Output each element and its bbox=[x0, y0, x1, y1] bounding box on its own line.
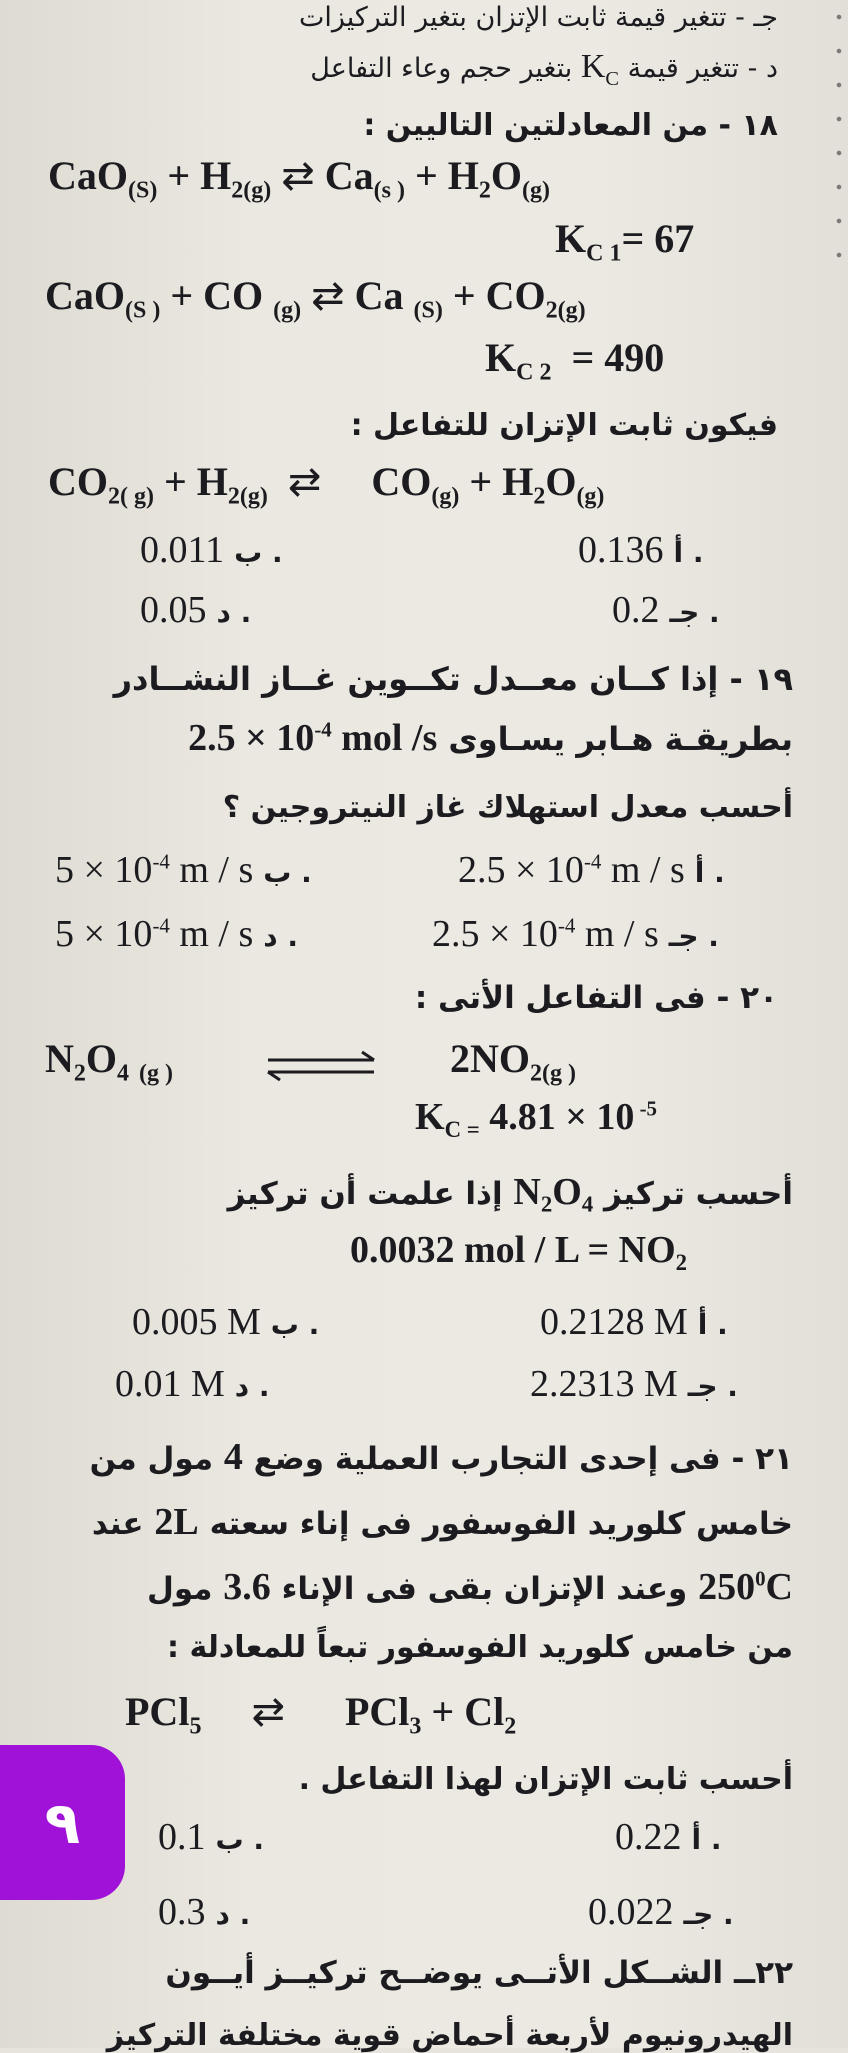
q22-line2: الهيدرونيوم لأربعة أحماض قوية مختلفة التركيز bbox=[106, 2018, 793, 2053]
q21-line1: ٢١ - فى إحدى التجارب العملية وضع 4 مول من bbox=[89, 1436, 793, 1478]
q21-option-c[interactable]: 0.022 جـ . bbox=[588, 1891, 734, 1933]
q20-header: ٢٠ - فى التفاعل الأتى : bbox=[414, 980, 778, 1016]
q20-option-b[interactable]: 0.005 M ب . bbox=[132, 1301, 320, 1343]
q18-option-c[interactable]: 0.2 جـ . bbox=[612, 589, 720, 631]
q21-question: أحسب ثابت الإتزان لهذا التفاعل . bbox=[298, 1762, 793, 1797]
q19-line1: ١٩ - إذا كــان معــدل تكــوين غــاز النشــادر bbox=[113, 660, 793, 698]
q20-option-d[interactable]: 0.01 M د . bbox=[115, 1363, 270, 1405]
q20-question: أحسب تركيز N₂O₄ إذا علمت أن تركيز bbox=[227, 1171, 793, 1213]
q19-option-b[interactable]: $5 \times 10^{-4}$ m / s ب . bbox=[55, 849, 312, 891]
q17-option-d: د - تتغير قيمة $K_C$ بتغير حجم وعاء التفاعل bbox=[310, 48, 778, 90]
q18-option-d[interactable]: 0.05 د . bbox=[140, 589, 252, 631]
q18-question: فيكون ثابت الإتزان للتفاعل : bbox=[350, 408, 778, 443]
q21-option-d[interactable]: 0.3 د . bbox=[158, 1891, 251, 1933]
equilibrium-arrow-icon: ⇄ bbox=[281, 153, 315, 199]
q19-line2: بطريقـة هـابر يسـاوى $2.5 \times 10^{-4}$ mol /s bbox=[188, 717, 793, 759]
q19-option-d[interactable]: $5 \times 10^{-4}$ m / s د . bbox=[55, 913, 299, 955]
q19-option-a[interactable]: $2.5 \times 10^{-4}$ m / s أ . bbox=[458, 849, 725, 891]
q21-line4: من خامس كلوريد الفوسفور تبعاً للمعادلة : bbox=[167, 1630, 793, 1665]
q21-equation: PCl$_5$ ⇄ $PCl_3 + Cl_2$ bbox=[125, 1689, 517, 1740]
q18-equation-1: $CaO_{(S)} + H_{2(g)}$ ⇄ $Ca_{(s )} + H_2O_{(g)}$ bbox=[48, 153, 551, 204]
q18-equation-2: CaO$_{(S )}$ + CO $_{(g)}$ ⇄ Ca $_{(S)} + CO_{2(g)}$ bbox=[45, 273, 586, 324]
page-number-badge: ٩ bbox=[0, 1745, 125, 1900]
q18-option-a[interactable]: 0.136 أ . bbox=[578, 529, 704, 571]
equilibrium-arrow-icon bbox=[262, 1048, 382, 1084]
q21-option-b[interactable]: 0.1 ب . bbox=[158, 1816, 265, 1858]
q20-given-concentration: 0.0032 mol / $L = NO_2$ bbox=[350, 1229, 688, 1275]
q22-line1: ٢٢ــ الشــكل الأتــى يوضــح تركيــز أيــون bbox=[165, 1955, 793, 1991]
q19-question: أحسب معدل استهلاك غاز النيتروجين ؟ bbox=[222, 790, 793, 825]
q20-option-a[interactable]: 0.2128 M أ . bbox=[540, 1301, 728, 1343]
q20-product: $2NO_{2(g )}$ bbox=[450, 1036, 576, 1087]
binding-dots bbox=[834, 0, 844, 260]
equilibrium-arrow-icon: ⇄ bbox=[311, 273, 345, 319]
q21-line2: خامس كلوريد الفوسفور فى إناء سعته 2L عند bbox=[91, 1501, 793, 1543]
equilibrium-arrow-icon: ⇄ bbox=[251, 1689, 285, 1735]
q19-option-c[interactable]: $2.5 \times 10^{-4}$ m / s جـ . bbox=[432, 913, 719, 955]
q20-kc: $K_{C =}$ 4.81 × 10 $^{-5}$ bbox=[415, 1096, 657, 1142]
q18-kc2: $K_{C 2} = 490$ bbox=[485, 335, 665, 386]
q18-equation-3: $CO_{2( g)} + H_{2(g)}$ ⇄ $CO_{(g)} + H_2O_{(g)}$ bbox=[48, 459, 605, 510]
equilibrium-arrow-icon: ⇄ bbox=[287, 459, 322, 505]
q20-reactant: $N_2O_4$ $_{(g )}$ bbox=[45, 1036, 173, 1087]
q21-line3: $250^0C$ وعند الإتزان بقى فى الإناء 3.6 مول bbox=[146, 1566, 793, 1608]
q18-header: ١٨ - من المعادلتين التاليين : bbox=[363, 108, 778, 143]
q20-option-c[interactable]: 2.2313 M جـ . bbox=[530, 1363, 738, 1405]
q18-option-b[interactable]: 0.011 ب . bbox=[140, 529, 283, 571]
q18-kc1: $K_{C 1}= 67$ bbox=[555, 216, 695, 267]
q17-option-c: جـ - تتغير قيمة ثابت الإتزان بتغير التركيزات bbox=[298, 2, 778, 33]
q21-option-a[interactable]: 0.22 أ . bbox=[615, 1816, 722, 1858]
kc-symbol: $K_C$ bbox=[580, 48, 620, 90]
